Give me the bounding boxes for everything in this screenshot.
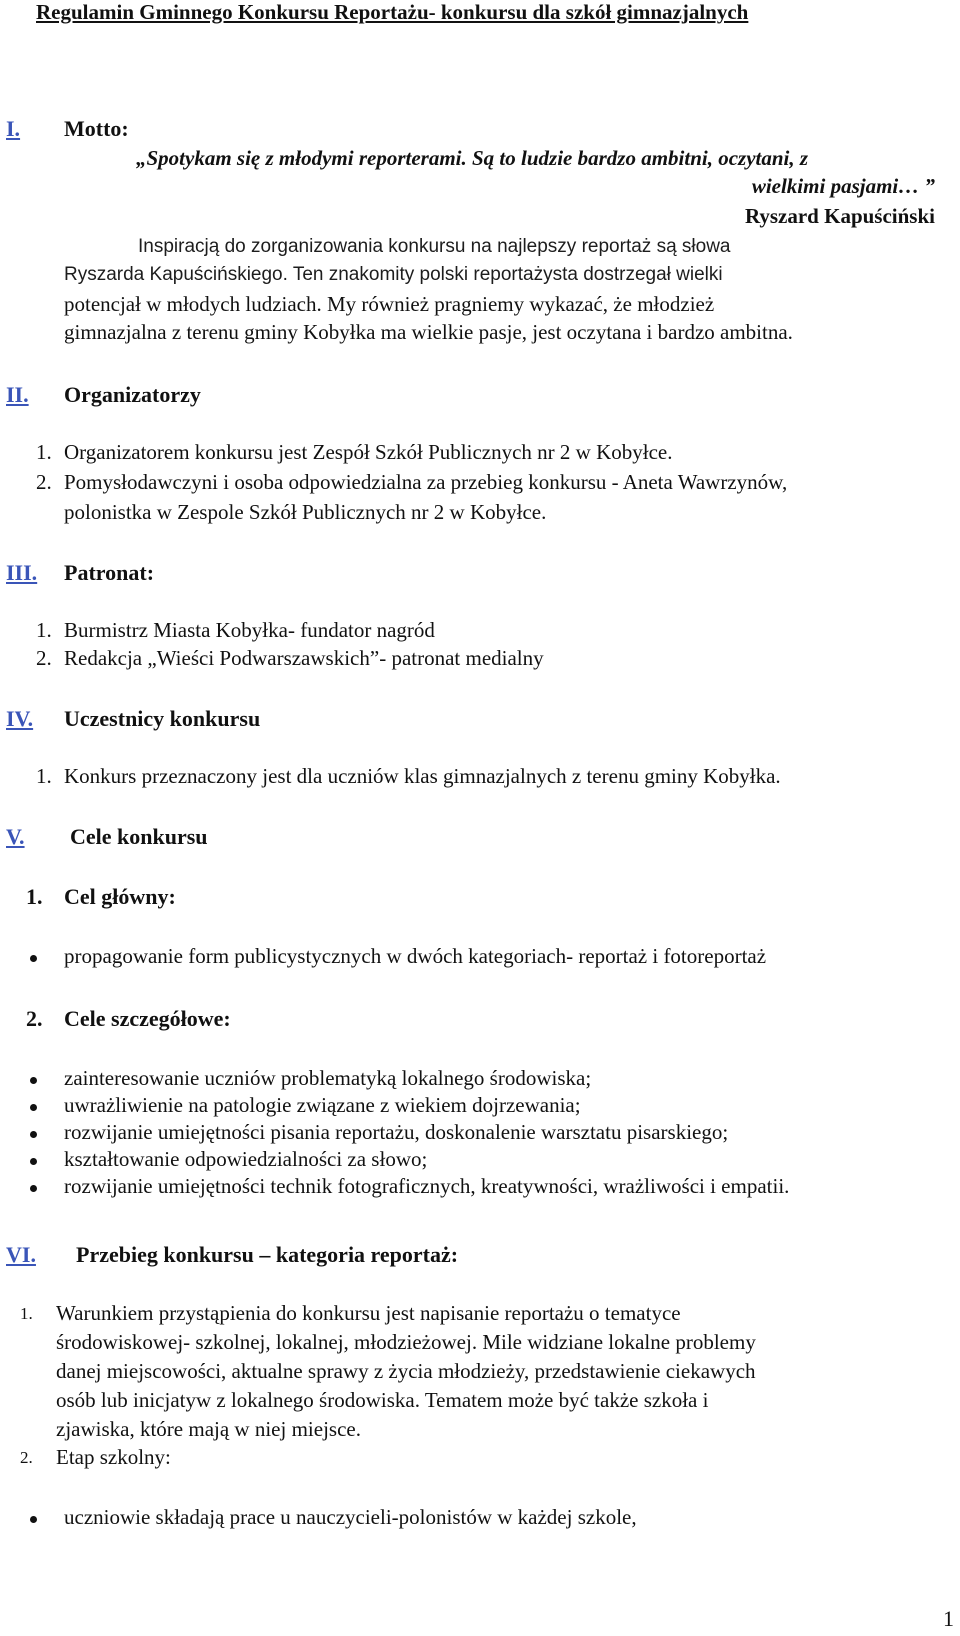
list-item-text: środowiskowej- szkolnej, lokalnej, młodzieżowej. Mile widziane lokalne problemy [56, 1330, 756, 1354]
section-4-number: IV. [6, 706, 34, 731]
list-item-text: Organizatorem konkursu jest Zespół Szkół Publicznych nr 2 w Kobyłce. [64, 440, 673, 464]
section-6-heading: Przebieg konkursu – kategoria reportaż: [76, 1242, 459, 1267]
subsection-heading: Cel główny: [64, 884, 176, 909]
list-item-number: 1. [20, 1304, 33, 1323]
list-item-text: polonistka w Zespole Szkół Publicznych nr 2 w Kobyłce. [64, 500, 547, 524]
motto-body-line: Inspiracją do zorganizowania konkursu na najlepszy reportaż są słowa [138, 236, 731, 257]
list-item-text: osób lub inicjatyw z lokalnego środowiska. Tematem może być także szkoła i [56, 1388, 709, 1412]
page-number: 1 [943, 1606, 954, 1631]
list-item-number: 1. [36, 440, 52, 464]
list-item-text: Konkurs przeznaczony jest dla uczniów klas gimnazjalnych z terenu gminy Kobyłka. [64, 764, 781, 788]
list-item-text: Pomysłodawczyni i osoba odpowiedzialna za przebieg konkursu - Aneta Wawrzynów, [64, 470, 788, 494]
bullet-icon [30, 1516, 37, 1523]
bullet-icon [30, 1077, 37, 1084]
list-item-text: Burmistrz Miasta Kobyłka- fundator nagród [64, 618, 435, 642]
motto-body-line: potencjał w młodych ludziach. My również pragniemy wykazać, że młodzież [64, 292, 715, 316]
motto-body-line: gimnazjalna z terenu gminy Kobyłka ma wielkie pasje, jest oczytana i bardzo ambitna. [64, 320, 793, 344]
motto-quote-line-1: „Spotykam się z młodymi reporterami. Są to ludzie bardzo ambitni, oczytani, z [136, 146, 809, 170]
list-item-text: zjawiska, które mają w niej miejsce. [56, 1417, 361, 1441]
section-2-number: II. [6, 382, 29, 407]
list-item-number: 2. [20, 1448, 33, 1467]
section-2-heading: Organizatorzy [64, 382, 201, 407]
list-item-number: 1. [36, 618, 52, 642]
section-3-number: III. [6, 560, 38, 585]
section-5-heading: Cele konkursu [70, 824, 208, 849]
list-item-number: 2. [36, 646, 52, 670]
motto-body-line: Ryszarda Kapuścińskiego. Ten znakomity polski reportażysta dostrzegał wielki [64, 264, 723, 285]
section-1-heading: Motto: [64, 116, 129, 141]
bullet-icon [30, 1104, 37, 1111]
bullet-item-text: uwrażliwienie na patologie związane z wiekiem dojrzewania; [64, 1093, 581, 1117]
bullet-item-text: kształtowanie odpowiedzialności za słowo; [64, 1147, 428, 1171]
list-item-number: 1. [36, 764, 52, 788]
bullet-item-text: uczniowie składają prace u nauczycieli-polonistów w każdej szkole, [64, 1505, 637, 1529]
motto-quote-line-2: wielkimi pasjami… ” [751, 174, 935, 198]
bullet-icon [30, 955, 37, 962]
list-item-text: Warunkiem przystąpienia do konkursu jest napisanie reportażu o tematyce [56, 1301, 681, 1325]
motto-author: Ryszard Kapuściński [744, 204, 935, 228]
section-6-number: VI. [6, 1242, 36, 1267]
bullet-icon [30, 1185, 37, 1192]
bullet-item-text: propagowanie form publicystycznych w dwóch kategoriach- reportaż i fotoreportaż [64, 944, 767, 968]
document-title: Regulamin Gminnego Konkursu Reportażu- konkursu dla szkół gimnazjalnych [36, 0, 749, 24]
section-4-heading: Uczestnicy konkursu [64, 706, 261, 731]
section-1-number: I. [6, 116, 21, 141]
bullet-icon [30, 1158, 37, 1165]
list-item-text: Etap szkolny: [56, 1445, 171, 1469]
bullet-icon [30, 1131, 37, 1138]
bullet-item-text: rozwijanie umiejętności technik fotograficznych, kreatywności, wrażliwości i empatii. [64, 1174, 790, 1198]
section-5-number: V. [6, 824, 25, 849]
list-item-text: Redakcja „Wieści Podwarszawskich”- patronat medialny [64, 646, 544, 670]
subsection-number: 1. [26, 884, 43, 909]
subsection-heading: Cele szczegółowe: [64, 1006, 231, 1031]
bullet-item-text: zainteresowanie uczniów problematyką lokalnego środowiska; [64, 1066, 592, 1090]
section-3-heading: Patronat: [64, 560, 155, 585]
subsection-number: 2. [26, 1006, 43, 1031]
bullet-item-text: rozwijanie umiejętności pisania reportażu, doskonalenie warsztatu pisarskiego; [64, 1120, 729, 1144]
list-item-number: 2. [36, 470, 52, 494]
list-item-text: danej miejscowości, aktualne sprawy z życia młodzieży, przedstawienie ciekawych [56, 1359, 756, 1383]
